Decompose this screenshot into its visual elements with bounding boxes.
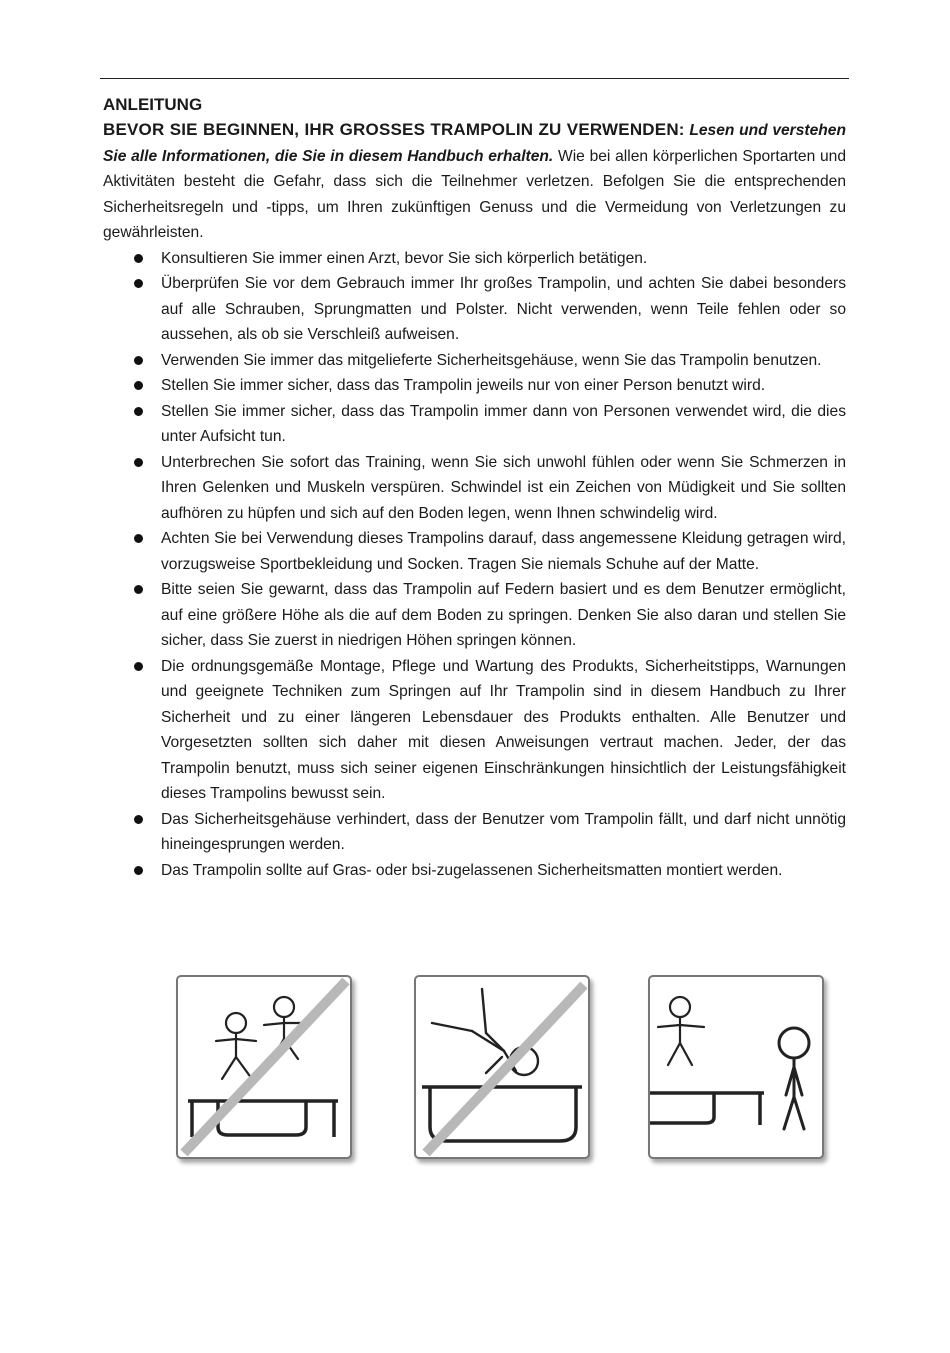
bullet-icon	[134, 279, 143, 288]
header-rule	[100, 78, 849, 79]
page-title: ANLEITUNG	[103, 95, 203, 114]
bullet-icon	[134, 662, 143, 671]
intro-paragraph	[103, 117, 846, 246]
list-item: Unterbrechen Sie sofort das Training, wenn Sie sich unwohl fühlen oder wenn Sie Schmerzen in Ihren Gelenken und Muskeln verspüren. Schwindel ist ein Zeichen von Müdigkeit und Sie sollten aufhören zu hüpfen und sich auf den Boden legen, wenn Ihnen schwindelig wird.	[103, 450, 846, 527]
bullet-icon	[134, 458, 143, 467]
bullet-icon	[134, 254, 143, 263]
list-item: Verwenden Sie immer das mitgelieferte Sicherheitsgehäuse, wenn Sie das Trampolin benutzen.	[103, 348, 846, 374]
list-item: Überprüfen Sie vor dem Gebrauch immer Ihr großes Trampolin, und achten Sie dabei besonders auf alle Schrauben, Sprungmatten und Polster. Nicht verwenden, wenn Teile fehlen oder so aussehen, als ob sie Verschleiß aufweisen.	[103, 271, 846, 348]
list-item: Stellen Sie immer sicher, dass das Trampolin immer dann von Personen verwendet wird, die dies unter Aufsicht tun.	[103, 399, 846, 450]
bullet-icon	[134, 815, 143, 824]
no-somersault-icon	[414, 975, 590, 1159]
bullet-icon	[134, 381, 143, 390]
intro-lead-bold: BEVOR SIE BEGINNEN, IHR GROSSES TRAMPOLIN ZU VERWENDEN:	[103, 120, 685, 139]
safety-list	[103, 246, 846, 884]
bullet-icon	[134, 407, 143, 416]
list-item: Stellen Sie immer sicher, dass das Trampolin jeweils nur von einer Person benutzt wird.	[103, 373, 846, 399]
instructions-section	[103, 93, 846, 883]
list-item: Die ordnungsgemäße Montage, Pflege und Wartung des Produkts, Sicherheitstipps, Warnungen und geeignete Techniken zum Springen auf Ihr Trampolin sind in diesem Handbuch zu Ihrer Sicherheit und zu einer längeren Lebensdauer des Produkts enthalten. Alle Benutzer und Vorgesetzten sollten sich daher mit diesen Anweisungen vertraut machen. Jeder, der das Trampolin benutzt, muss sich seiner eigenen Einschränkungen hinsichtlich der Leistungsfähigkeit dieses Trampolins bewusst sein.	[103, 654, 846, 807]
bullet-icon	[134, 866, 143, 875]
no-two-jumpers-icon	[176, 975, 352, 1159]
bullet-icon	[134, 585, 143, 594]
list-item: Konsultieren Sie immer einen Arzt, bevor Sie sich körperlich betätigen.	[103, 246, 846, 272]
supervision-icon	[648, 975, 824, 1159]
pictogram-row	[0, 975, 950, 1165]
list-item: Achten Sie bei Verwendung dieses Trampolins darauf, dass angemessene Kleidung getragen wird, vorzugsweise Sportbekleidung und Socken. Tragen Sie niemals Schuhe auf der Matte.	[103, 526, 846, 577]
intro-text: Wie bei allen körperlichen Sportarten und Aktivitäten besteht die Gefahr, dass sich die Teilnehmer verletzen. Befolgen Sie die entsprechenden Sicherheitsregeln und -tipps, um Ihren zukünftigen Genuss und die Vermeidung von Verletzungen zu gewährleisten.	[103, 147, 846, 241]
list-item: Das Trampolin sollte auf Gras- oder bsi-zugelassenen Sicherheitsmatten montiert werden.	[103, 858, 846, 884]
list-item: Bitte seien Sie gewarnt, dass das Trampolin auf Federn basiert und es dem Benutzer ermöglicht, auf eine größere Höhe als die auf dem Boden zu springen. Denken Sie also daran und stellen Sie sicher, dass Sie zuerst in niedrigen Höhen springen können.	[103, 577, 846, 654]
list-item: Das Sicherheitsgehäuse verhindert, dass der Benutzer vom Trampolin fällt, und darf nicht unnötig hineingesprungen werden.	[103, 807, 846, 858]
bullet-icon	[134, 534, 143, 543]
intro-lead-bold-italic: Lesen und verstehen Sie alle Informationen, die Sie in diesem Handbuch erhalten.	[103, 122, 847, 165]
bullet-icon	[134, 356, 143, 365]
